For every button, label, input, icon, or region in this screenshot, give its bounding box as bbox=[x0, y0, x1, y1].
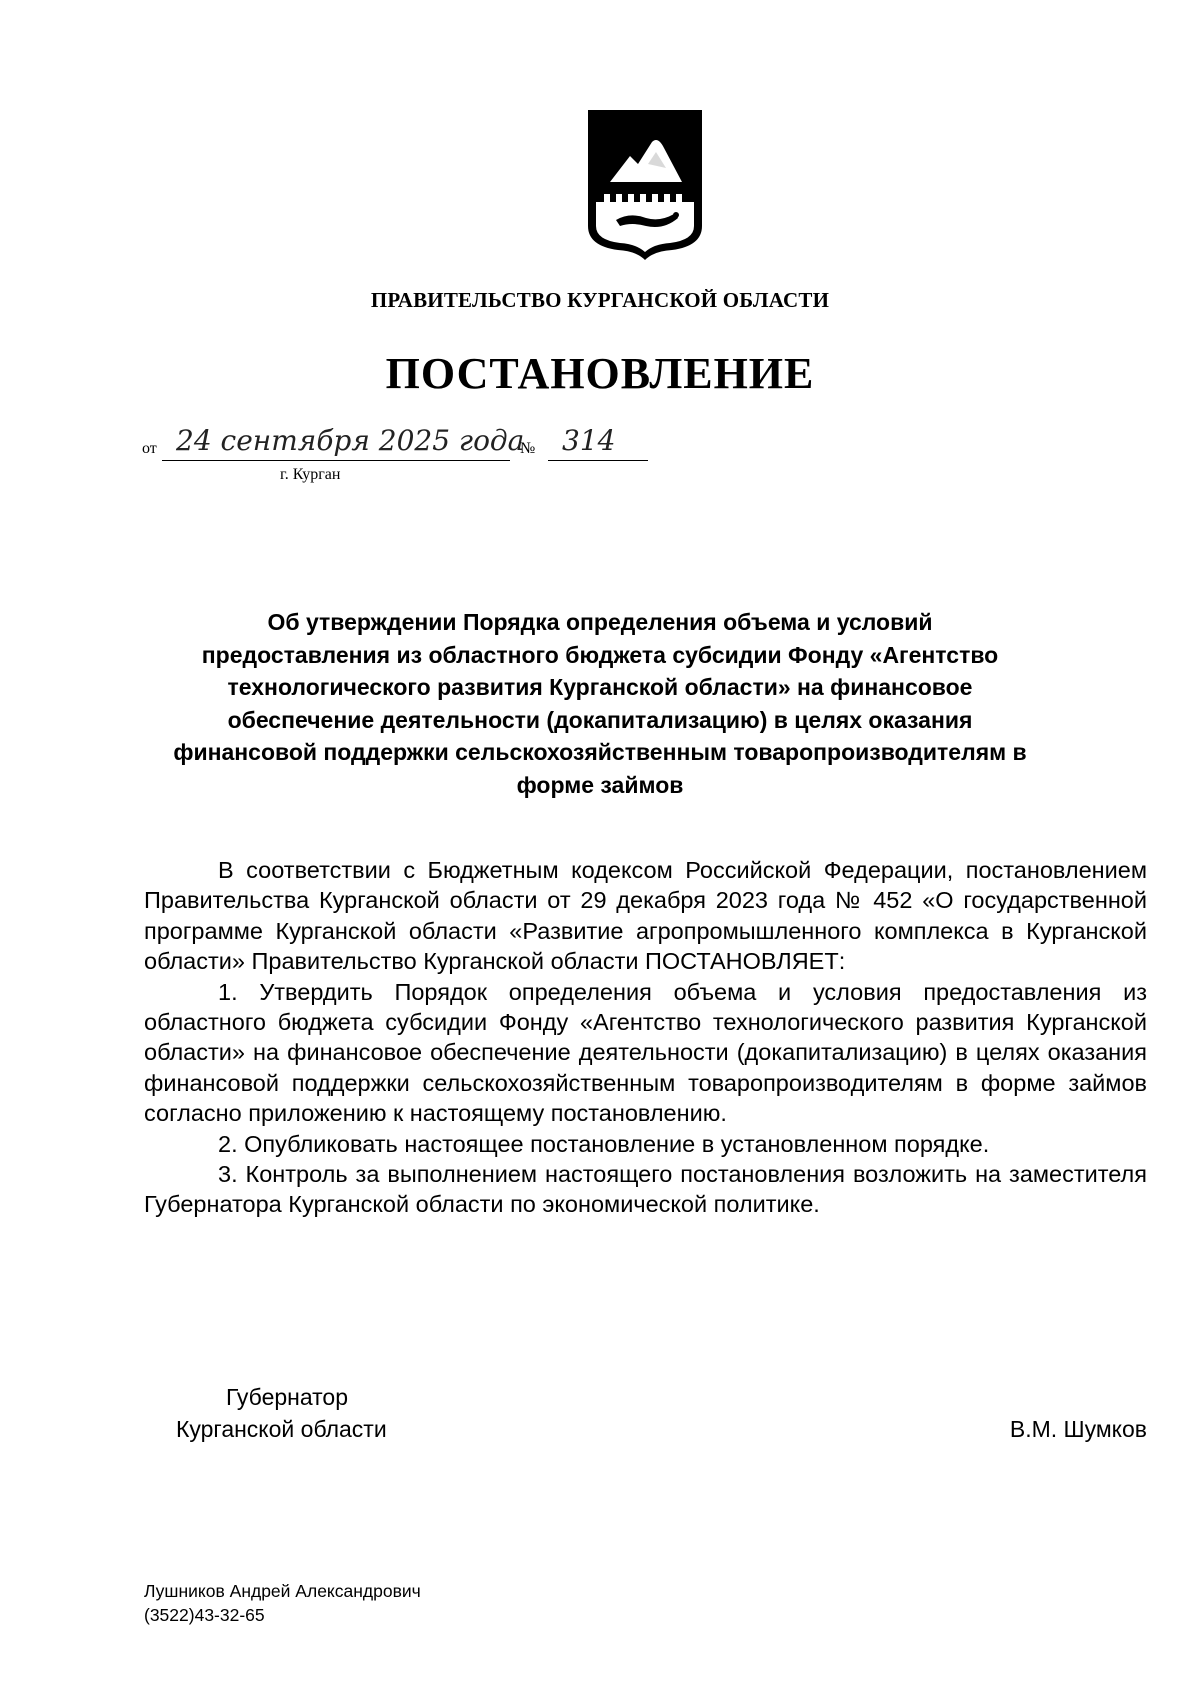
date-prefix: от bbox=[142, 440, 157, 457]
handwritten-number: 314 bbox=[562, 424, 616, 457]
decree-item-1: 1. Утвердить Порядок определения объема и условия предоставления из областного бюджета субсидии Фонду «Агентство технологического развития Курганской области» на финансовое обеспечение деятельности (докапитализацию) в целях оказания финансовой поддержки сельскохозяйственным товаропроизводителям в форме займов согласно приложению к настоящему постановлению. bbox=[144, 978, 1147, 1127]
title-line: форме займов bbox=[516, 771, 684, 798]
title-line: обеспечение деятельности (докапитализацию) в целях оказания bbox=[227, 706, 973, 733]
document-type-heading: ПОСТАНОВЛЕНИЕ bbox=[385, 349, 815, 398]
decree-item-2: 2. Опубликовать настоящее постановление в установленном порядке. bbox=[218, 1130, 990, 1157]
handwritten-date: 24 сентября 2025 года bbox=[176, 424, 525, 457]
signatory-position-line2: Курганской области bbox=[176, 1416, 387, 1442]
title-line: предоставления из областного бюджета субсидии Фонду «Агентство bbox=[201, 641, 999, 668]
document-body bbox=[144, 855, 1147, 1220]
number-underline bbox=[548, 460, 648, 461]
preamble-paragraph: В соответствии с Бюджетным кодексом Российской Федерации, постановлением Правительства Курганской области от 29 декабря 2023 года № 452 «О государственной программе Курганской области «Развитие агропромышленного комплекса в Курганской области» Правительство Курганской области ПОСТАНОВЛЯЕТ: bbox=[144, 857, 1147, 975]
title-line: Об утверждении Порядка определения объема и условий bbox=[267, 609, 933, 635]
coat-of-arms-emblem bbox=[586, 108, 704, 260]
executor-phone: (3522)43-32-65 bbox=[144, 1605, 265, 1625]
document-title bbox=[140, 606, 1060, 801]
signatory-position-line1: Губернатор bbox=[226, 1384, 349, 1410]
number-sign: № bbox=[520, 440, 536, 457]
city: г. Курган bbox=[280, 466, 341, 483]
organization-name: ПРАВИТЕЛЬСТВО КУРГАНСКОЙ ОБЛАСТИ bbox=[370, 288, 830, 312]
signatory-name: В.М. Шумков bbox=[1009, 1416, 1147, 1442]
title-line: финансовой поддержки сельскохозяйственным товаропроизводителям в bbox=[173, 739, 1027, 765]
title-line: технологического развития Курганской области» на финансовое bbox=[227, 674, 973, 700]
executor-name: Лушников Андрей Александрович bbox=[144, 1581, 421, 1601]
date-underline bbox=[162, 460, 510, 461]
decree-item-3: 3. Контроль за выполнением настоящего постановления возложить на заместителя Губернатора Курганской области по экономической политике. bbox=[144, 1161, 1147, 1218]
